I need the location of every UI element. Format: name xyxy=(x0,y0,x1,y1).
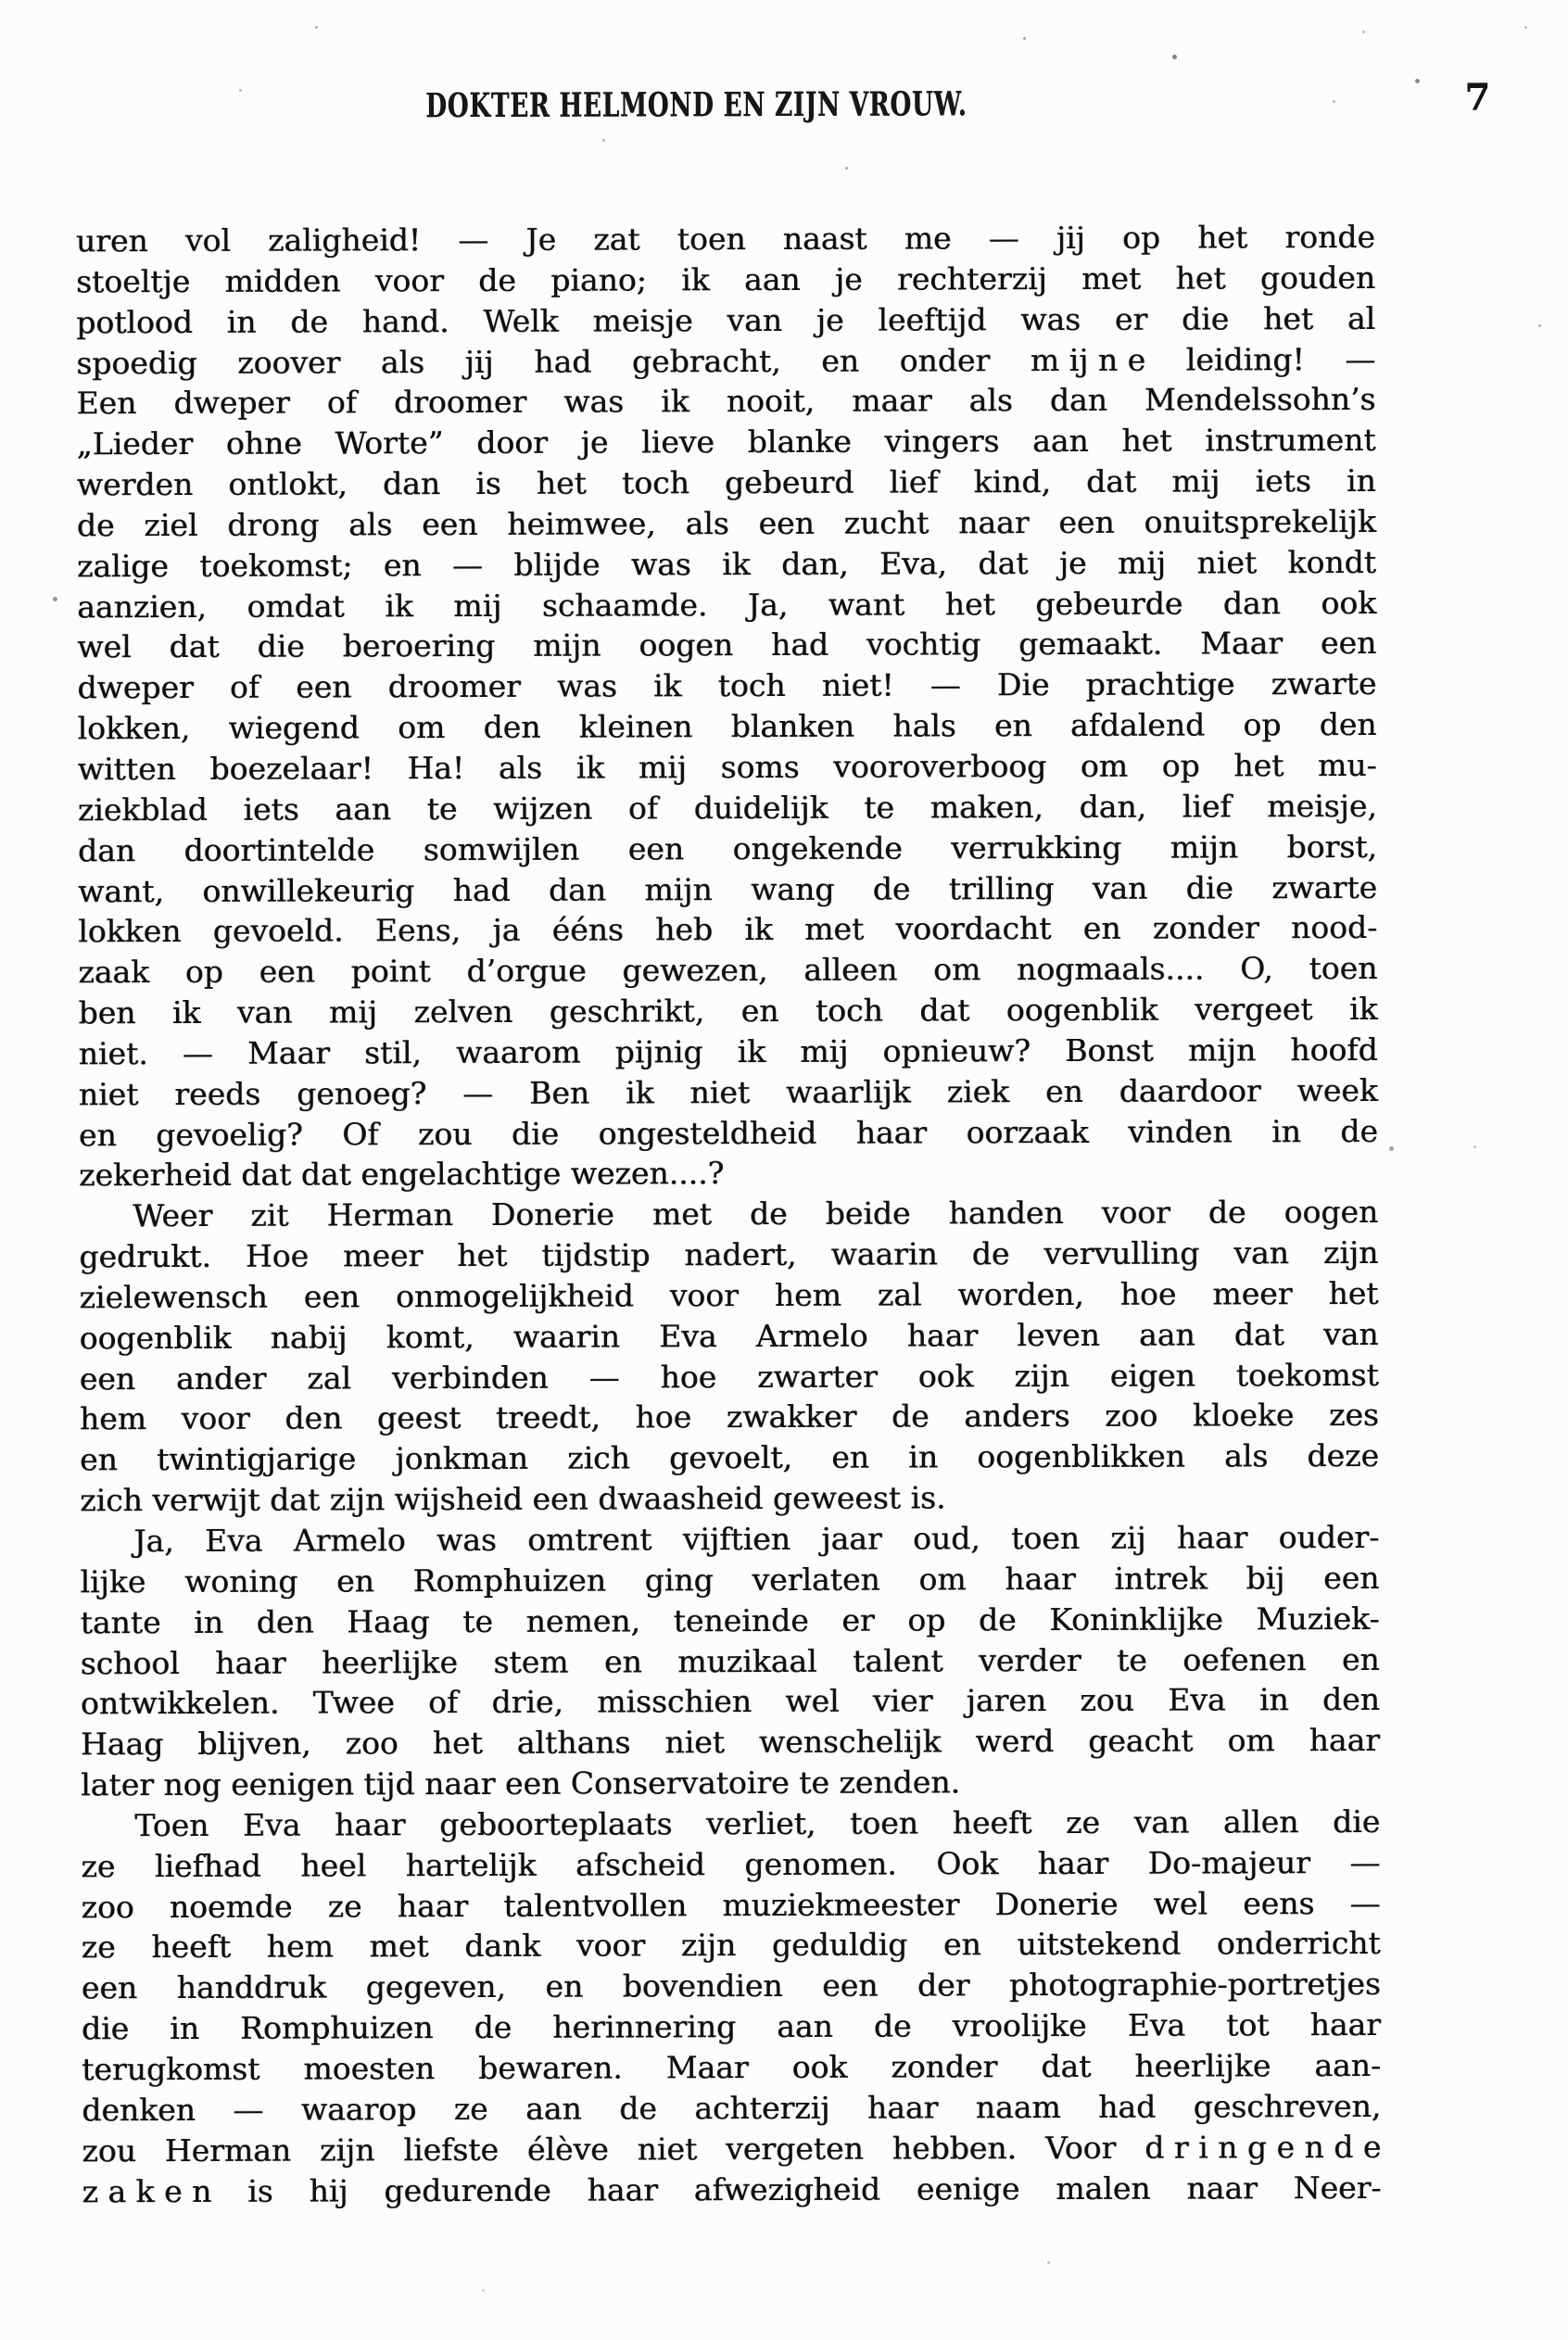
text-line: zich verwijt dat zijn wijsheid een dwaasheid geweest is. xyxy=(80,1479,946,1519)
text-line: ben ik van mij zelven geschrikt, en toch dat oogenblik vergeet ik xyxy=(78,991,1378,1031)
text-line: uren vol zaligheid! — Je zat toen naast me — jij op het ronde xyxy=(75,218,1375,259)
text-line: dweper of een droomer was ik toch niet! — Die prachtige zwarte xyxy=(77,665,1377,706)
text-line: ze heeft hem met dank voor zijn geduldig en uitstekend onderricht xyxy=(81,1925,1381,1966)
text-line: lokken, wiegend om den kleinen blanken hals en afdalend op den xyxy=(77,706,1377,747)
text-line: Haag blijven, zoo het althans niet wenschelijk werd geacht om haar xyxy=(80,1722,1380,1763)
text-line: stoeltje midden voor de piano; ik aan je rechterzij met het gouden xyxy=(75,259,1376,300)
text-line: oogenblik nabij komt, waarin Eva Armelo haar leven aan dat van xyxy=(79,1315,1379,1357)
running-header-title: DOKTER HELMOND EN ZIJN VROUW. xyxy=(425,84,967,126)
letterspaced-text: m ij n e xyxy=(1030,341,1146,378)
text-line: en twintigjarige jonkman zich gevoelt, en in oogenblikken als deze xyxy=(79,1437,1380,1478)
text-line: witten boezelaar! Ha! als ik mij soms vooroverboog om op het mu- xyxy=(77,746,1377,788)
text-line: potlood in de hand. Welk meisje van je leeftijd was er die het al xyxy=(76,299,1376,341)
text-line: lijke woning en Romphuizen ging verlaten om haar intrek bij een xyxy=(80,1559,1380,1600)
text-line: zou Herman zijn liefste élève niet vergeten hebben. Voor d r i n g e n d e xyxy=(82,2128,1382,2169)
paragraph xyxy=(79,1192,1379,1521)
text-line: z a k e n is hij gedurende haar afwezigheid eenige malen naar Neer- xyxy=(82,2167,1381,2211)
text-line: later nog eenigen tijd naar een Conservatoire te zenden. xyxy=(81,1764,961,1803)
text-line: „Lieder ohne Worte” door je lieve blanke vingers aan het instrument xyxy=(76,422,1376,462)
text-line: zoo noemde ze haar talentvollen muziekmeester Donerie wel eens — xyxy=(81,1884,1381,1925)
text-line: ze liefhad heel hartelijk afscheid genomen. Ook haar Do-majeur — xyxy=(81,1843,1381,1885)
text-line: de ziel drong als een heimwee, als een zucht naar een onuitsprekelijk xyxy=(76,502,1376,544)
text-line: zielewensch een onmogelijkheid voor hem zal worden, hoe meer het xyxy=(79,1274,1379,1316)
text-line: en gevoelig? Of zou die ongesteldheid haar oorzaak vinden in de xyxy=(78,1112,1378,1153)
text-line: dan doortintelde somwijlen een ongekende verrukking mijn borst, xyxy=(77,828,1377,869)
text-line: terugkomst moesten bewaren. Maar ook zonder dat heerlijke aan- xyxy=(81,2046,1382,2088)
text-line: Toen Eva haar geboorteplaats verliet, toen heeft ze van allen die xyxy=(134,1802,1381,1844)
text-line: Een dweper of droomer was ik nooit, maar als dan Mendelssohn’s xyxy=(76,381,1376,422)
text-line: spoedig zoover als jij had gebracht, en onder m ij n e leiding! — xyxy=(76,340,1376,381)
text-line: Weer zit Herman Donerie met de beide handen voor de oogen xyxy=(133,1194,1379,1234)
text-line: ziekblad iets aan te wijzen of duidelijk te maken, dan, lief meisje, xyxy=(77,787,1377,828)
text-line: zekerheid dat dat engelachtige wezen....? xyxy=(78,1155,725,1194)
text-line: wel dat die beroering mijn oogen had vochtig gemaakt. Maar een xyxy=(77,625,1377,665)
paragraph xyxy=(80,1517,1380,1805)
page-number: 7 xyxy=(1464,75,1491,120)
text-line: Ja, Eva Armelo was omtrent vijftien jaar oud, toen zij haar ouder- xyxy=(133,1518,1380,1560)
text-line: aanzien, omdat ik mij schaamde. Ja, want het gebeurde dan ook xyxy=(77,584,1377,625)
text-line: niet reeds genoeg? — Ben ik niet waarlijk ziek en daardoor week xyxy=(78,1071,1378,1113)
text-line: hem voor den geest treedt, hoe zwakker de anders zoo kloeke zes xyxy=(79,1397,1379,1437)
letterspaced-text: z a k e n xyxy=(82,2172,212,2209)
text-line: lokken gevoeld. Eens, ja ééns heb ik met voordacht en zonder nood- xyxy=(78,909,1378,950)
text-line: zaak op een point d’orgue gewezen, alleen om nogmaals.... O, toen xyxy=(78,950,1378,991)
text-line: werden ontlokt, dan is het toch gebeurd lief kind, dat mij iets in xyxy=(76,462,1376,503)
text-line: gedrukt. Hoe meer het tijdstip nadert, waarin de vervulling van zijn xyxy=(79,1234,1379,1275)
text-block xyxy=(76,217,1382,2212)
text-line: zalige toekomst; en — blijde was ik dan, Eva, dat je mij niet kondt xyxy=(76,543,1377,585)
text-line: die in Romphuizen de herinnering aan de vroolijke Eva tot haar xyxy=(81,2006,1381,2047)
text-line: een handdruk gegeven, en bovendien een der photographie-portretjes xyxy=(81,1966,1381,2006)
text-line: want, onwillekeurig had dan mijn wang de trilling van die zwarte xyxy=(77,868,1378,909)
text-line: niet. — Maar stil, waarom pijnig ik mij opnieuw? Bonst mijn hoofd xyxy=(78,1031,1378,1072)
text-line: tante in den Haag te nemen, teneinde er op de Koninklijke Muziek- xyxy=(80,1600,1380,1641)
text-line: een ander zal verbinden — hoe zwarter ook zijn eigen toekomst xyxy=(79,1356,1379,1398)
text-line: denken — waarop ze aan de achterzij haar naam had geschreven, xyxy=(82,2087,1382,2129)
text-line: school haar heerlijke stem en muzikaal talent verder te oefenen en xyxy=(80,1640,1380,1681)
text-line: ontwikkelen. Twee of drie, misschien wel vier jaren zou Eva in den xyxy=(80,1681,1380,1722)
letterspaced-text: d r i n g e n d e xyxy=(1144,2128,1382,2166)
paragraph xyxy=(76,217,1378,1196)
paragraph xyxy=(81,1802,1381,2212)
